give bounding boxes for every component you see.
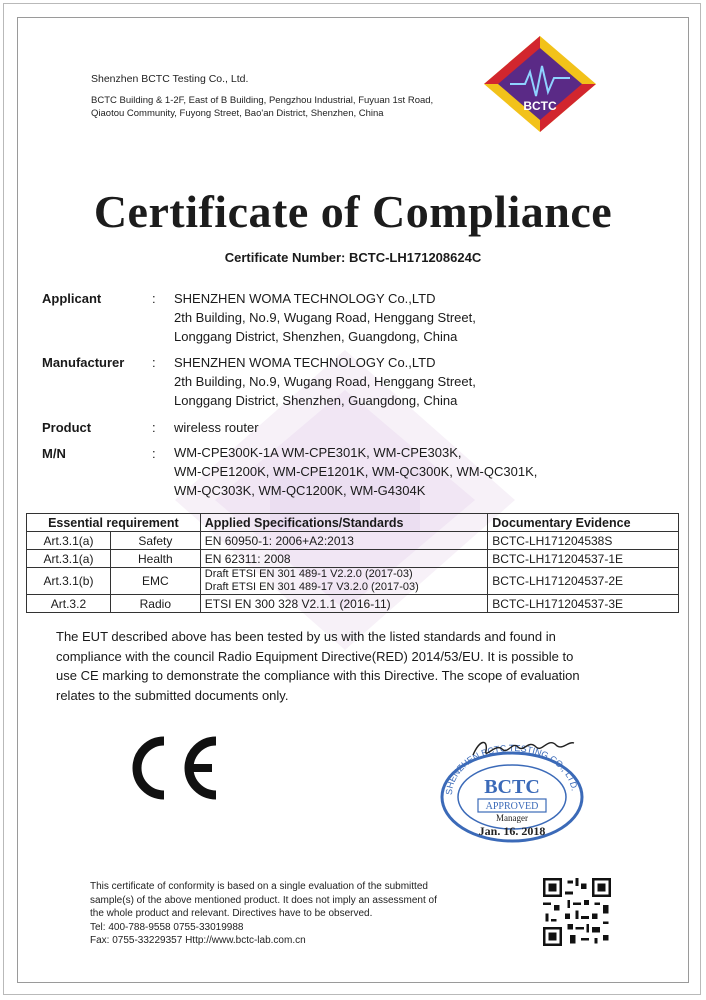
article-cell: Art.3.1(b) [27,568,111,595]
requirements-table [26,513,679,613]
footer-line: Tel: 400-788-9558 0755-33019988 [90,921,244,933]
standard-cell: ETSI EN 300 328 V2.1.1 (2016-11) [200,595,488,613]
header-documentary-evidence: Documentary Evidence [488,514,679,532]
certificate-number: Certificate Number: BCTC-LH171208624C [224,250,482,265]
table-row [27,550,679,568]
manufacturer-label: Manufacturer [42,355,125,370]
applicant-label: Applicant [42,291,102,306]
product-value: wireless router [174,420,259,435]
manufacturer-value [174,353,476,410]
applicant-value [174,289,476,346]
certificate-title: Certificate of Compliance [93,186,613,237]
article-cell: Art.3.1(a) [27,550,111,568]
applicant-line: Longgang District, Shenzhen, Guangdong, China [174,329,458,344]
footer-line: sample(s) of the above mentioned product. It does not imply an assessment of [90,894,437,906]
mn-value [174,443,537,500]
evidence-cell: BCTC-LH171204538S [488,532,679,550]
mn-colon: : [152,446,156,461]
stamp-role: Manager [496,813,528,823]
stamp-approved: APPROVED [485,801,539,812]
stamp-ring-text: SHENZHEN BCTC TESTING CO., LTD. [443,742,580,796]
category-cell: Radio [110,595,200,613]
table-row [27,595,679,613]
manufacturer-line: 2th Building, No.9, Wugang Road, Henggang Street, [174,374,476,389]
table-row [27,532,679,550]
evidence-cell: BCTC-LH171204537-1E [488,550,679,568]
article-cell: Art.3.2 [27,595,111,613]
standard-line: Draft ETSI EN 301 489-1 V2.2.0 (2017-03) [204,568,413,580]
signature [468,733,578,763]
statement-line: use CE marking to demonstrate the compliance with this Directive. The scope of evaluation [56,668,580,683]
company-address-line2: Qiaotou Community, Fuyong Street, Bao'an District, Shenzhen, China [91,108,384,119]
applicant-colon: : [152,291,156,306]
stamp-name: BCTC [484,776,540,798]
company-name: Shenzhen BCTC Testing Co., Ltd. [91,73,249,85]
bctc-logo [470,34,610,134]
article-cell: Art.3.1(a) [27,532,111,550]
standard-cell: EN 60950-1: 2006+A2:2013 [200,532,488,550]
logo-text: BCTC [523,99,557,113]
footer-line: the whole product and relevant. Directives have to be observed. [90,908,373,919]
ce-mark-icon [118,733,223,803]
footer-text [90,880,437,948]
category-cell: EMC [110,568,200,595]
category-cell: Health [110,550,200,568]
product-label: Product [42,420,92,435]
applicant-line: SHENZHEN WOMA TECHNOLOGY Co.,LTD [174,291,436,306]
category-cell: Safety [110,532,200,550]
header-applied-standards: Applied Specifications/Standards [200,514,488,532]
header-essential-requirement: Essential requirement [27,514,201,532]
statement-line: compliance with the council Radio Equipment Directive(RED) 2014/53/EU. It is possible to [56,648,574,664]
mn-line: WM-CPE1200K, WM-CPE1201K, WM-QC300K, WM-QC301K, [174,464,538,479]
standard-cell [200,568,488,595]
mn-label: M/N [42,446,66,461]
statement-line: The EUT described above has been tested by us with the listed standards and found in [56,629,556,644]
evidence-cell: BCTC-LH171204537-3E [488,595,679,613]
manufacturer-colon: : [152,355,156,370]
table-row [27,568,679,595]
evidence-cell: BCTC-LH171204537-2E [488,568,679,595]
stamp-date: Jan. 16. 2018 [478,824,546,838]
table-header-row [27,514,679,532]
mn-line: WM-QC303K, WM-QC1200K, WM-G4304K [174,483,426,498]
qr-code-icon [543,878,611,946]
footer-line: This certificate of conformity is based on a single evaluation of the submitted [90,881,428,892]
statement-line: relates to the submitted documents only. [56,687,289,703]
compliance-statement [56,627,656,705]
mn-line: WM-CPE300K-1A WM-CPE301K, WM-CPE303K, [174,445,462,460]
applicant-line: 2th Building, No.9, Wugang Road, Henggang Street, [174,310,476,325]
company-address-line1: BCTC Building & 1-2F, East of B Building, Pengzhou Industrial, Fuyuan 1st Road, [91,95,434,106]
manufacturer-line: Longgang District, Shenzhen, Guangdong, China [174,393,458,408]
manufacturer-line: SHENZHEN WOMA TECHNOLOGY Co.,LTD [174,355,436,370]
standard-cell: EN 62311: 2008 [200,550,488,568]
footer-line: Fax: 0755-33229357 Http://www.bctc-lab.com.cn [90,935,306,946]
product-colon: : [152,420,156,435]
standard-line: Draft ETSI EN 301 489-17 V3.2.0 (2017-03) [204,581,419,593]
